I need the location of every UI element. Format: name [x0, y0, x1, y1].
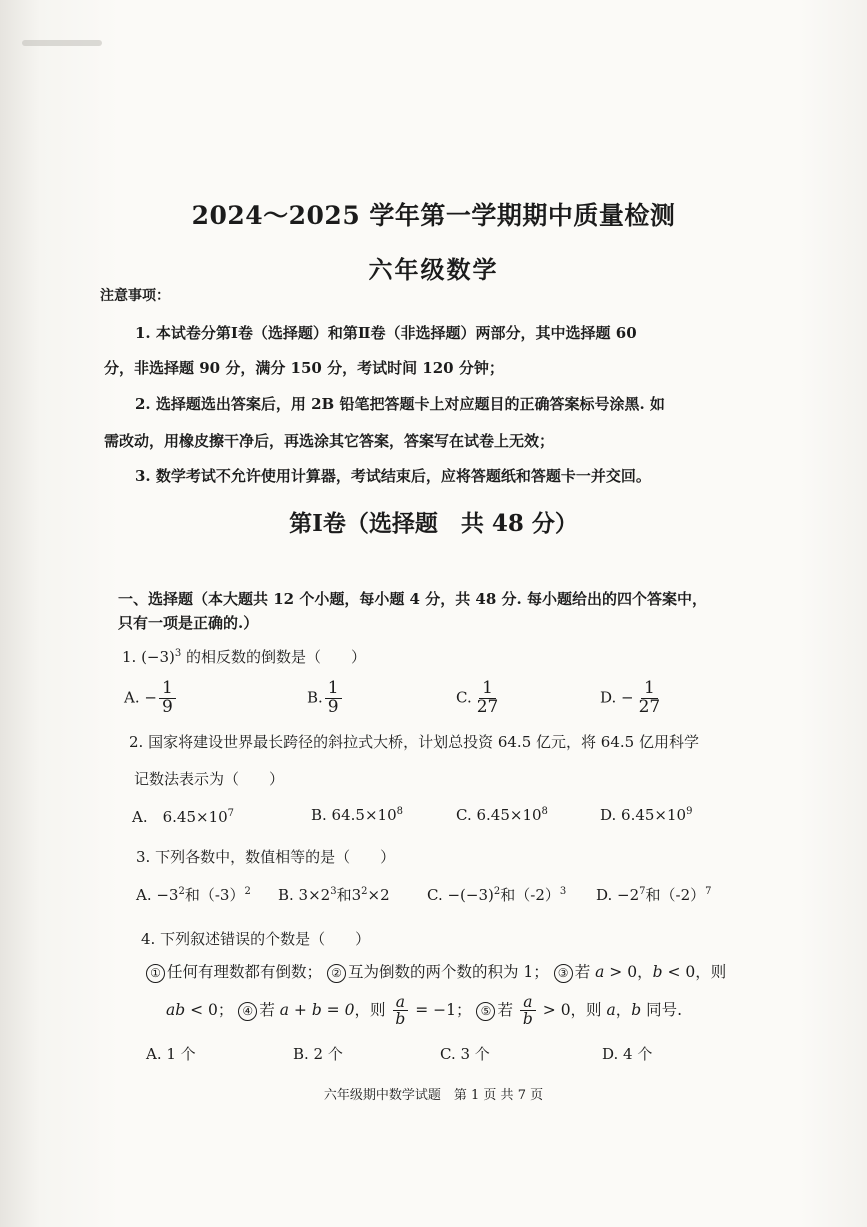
- question-2-option-d: D. $6.45\times 10^9$: [600, 806, 693, 824]
- scan-artifact: [22, 40, 102, 46]
- question-4-option-c: C. 3 个: [440, 1045, 490, 1063]
- circled-number-1: ①: [146, 964, 165, 983]
- exam-title: 2024～2025 学年第一学期期中质量检测: [191, 201, 676, 230]
- question-1-option-a: A. − $\frac{1}{9}$: [124, 680, 178, 717]
- circled-number-3: ③: [554, 964, 573, 983]
- question-4-option-b: B. 2 个: [293, 1045, 343, 1063]
- question-1-option-c: C. $\frac{1}{27}$: [456, 678, 499, 717]
- question-3-option-c: C. $-(-3)^2$和$(-2)^3$: [427, 886, 567, 904]
- section-title: 第Ⅰ卷（选择题 共 48 分）: [289, 510, 578, 537]
- circled-number-2: ②: [327, 964, 346, 983]
- question-1-stem: 1. $(-3)^3$ 的相反数的倒数是（ ）: [122, 648, 367, 666]
- question-4-stem: 4. 下列叙述错误的个数是（ ）: [141, 930, 371, 948]
- question-2-stem-line-1: 2. 国家将建设世界最长跨径的斜拉式大桥，计划总投资 64.5 亿元，将 64.5 亿用科学: [129, 733, 699, 751]
- question-2-option-a: A. $6.45\times 10^7$: [132, 808, 235, 826]
- notice-label: 注意事项：: [100, 288, 170, 304]
- circled-number-5: ⑤: [476, 1002, 495, 1021]
- question-1-option-d: D. − $\frac{1}{27}$: [600, 678, 661, 717]
- exam-subtitle: 六年级数学: [368, 255, 499, 284]
- question-3-option-b: B. $3\times 2^3$和$3^2\times 2$: [278, 886, 390, 904]
- notice-item-1-line-1: 1. 本试卷分第Ⅰ卷（选择题）和第Ⅱ卷（非选择题）两部分，其中选择题 60: [135, 324, 637, 342]
- question-4-statements-line-1: ① 任何有理数都有倒数； ② 互为倒数的两个数的积为 1； ③ 若 a > 0，b < 0，则: [146, 960, 726, 983]
- part-heading-line-1: 一、选择题（本大题共 12 个小题，每小题 4 分，共 48 分. 每小题给出的四个答案中，: [118, 590, 707, 608]
- notice-item-2-line-2: 需改动，用橡皮擦干净后，再选涂其它答案，答案写在试卷上无效；: [104, 432, 555, 450]
- question-2-option-b: B. $64.5\times 10^8$: [311, 806, 403, 824]
- question-2-option-c: C. $6.45\times 10^8$: [456, 806, 548, 824]
- circled-number-4: ④: [238, 1002, 257, 1021]
- question-1-option-b: B. $\frac{1}{9}$: [307, 680, 344, 717]
- question-4-option-a: A. 1 个: [146, 1045, 196, 1063]
- notice-item-2-line-1: 2. 选择题选出答案后，用 2B 铅笔把答题卡上对应题目的正确答案标号涂黑. 如: [135, 395, 665, 413]
- question-4-statements-line-2: ab < 0； ④ 若 a + b = 0，则 $\frac{a}{b}$ = −1； ⑤ 若 $\frac{a}{b}$ > 0，则 a，b 同号.: [166, 993, 683, 1029]
- part-heading-line-2: 只有一项是正确的.）: [118, 614, 259, 632]
- page-footer: 六年级期中数学试题 第 1 页 共 7 页: [323, 1088, 544, 1103]
- question-3-option-a: A. $-3^2$和$(-3)^2$: [136, 886, 251, 904]
- question-3-option-d: D. $-2^7$和$(-2)^7$: [596, 886, 712, 904]
- question-4-option-d: D. 4 个: [602, 1045, 653, 1063]
- notice-item-3: 3. 数学考试不允许使用计算器，考试结束后，应将答题纸和答题卡一并交回。: [135, 467, 651, 485]
- question-2-stem-line-2: 记数法表示为（ ）: [134, 770, 285, 788]
- notice-item-1-line-2: 分，非选择题 90 分，满分 150 分，考试时间 120 分钟；: [104, 359, 504, 377]
- question-3-stem: 3. 下列各数中，数值相等的是（ ）: [136, 848, 396, 866]
